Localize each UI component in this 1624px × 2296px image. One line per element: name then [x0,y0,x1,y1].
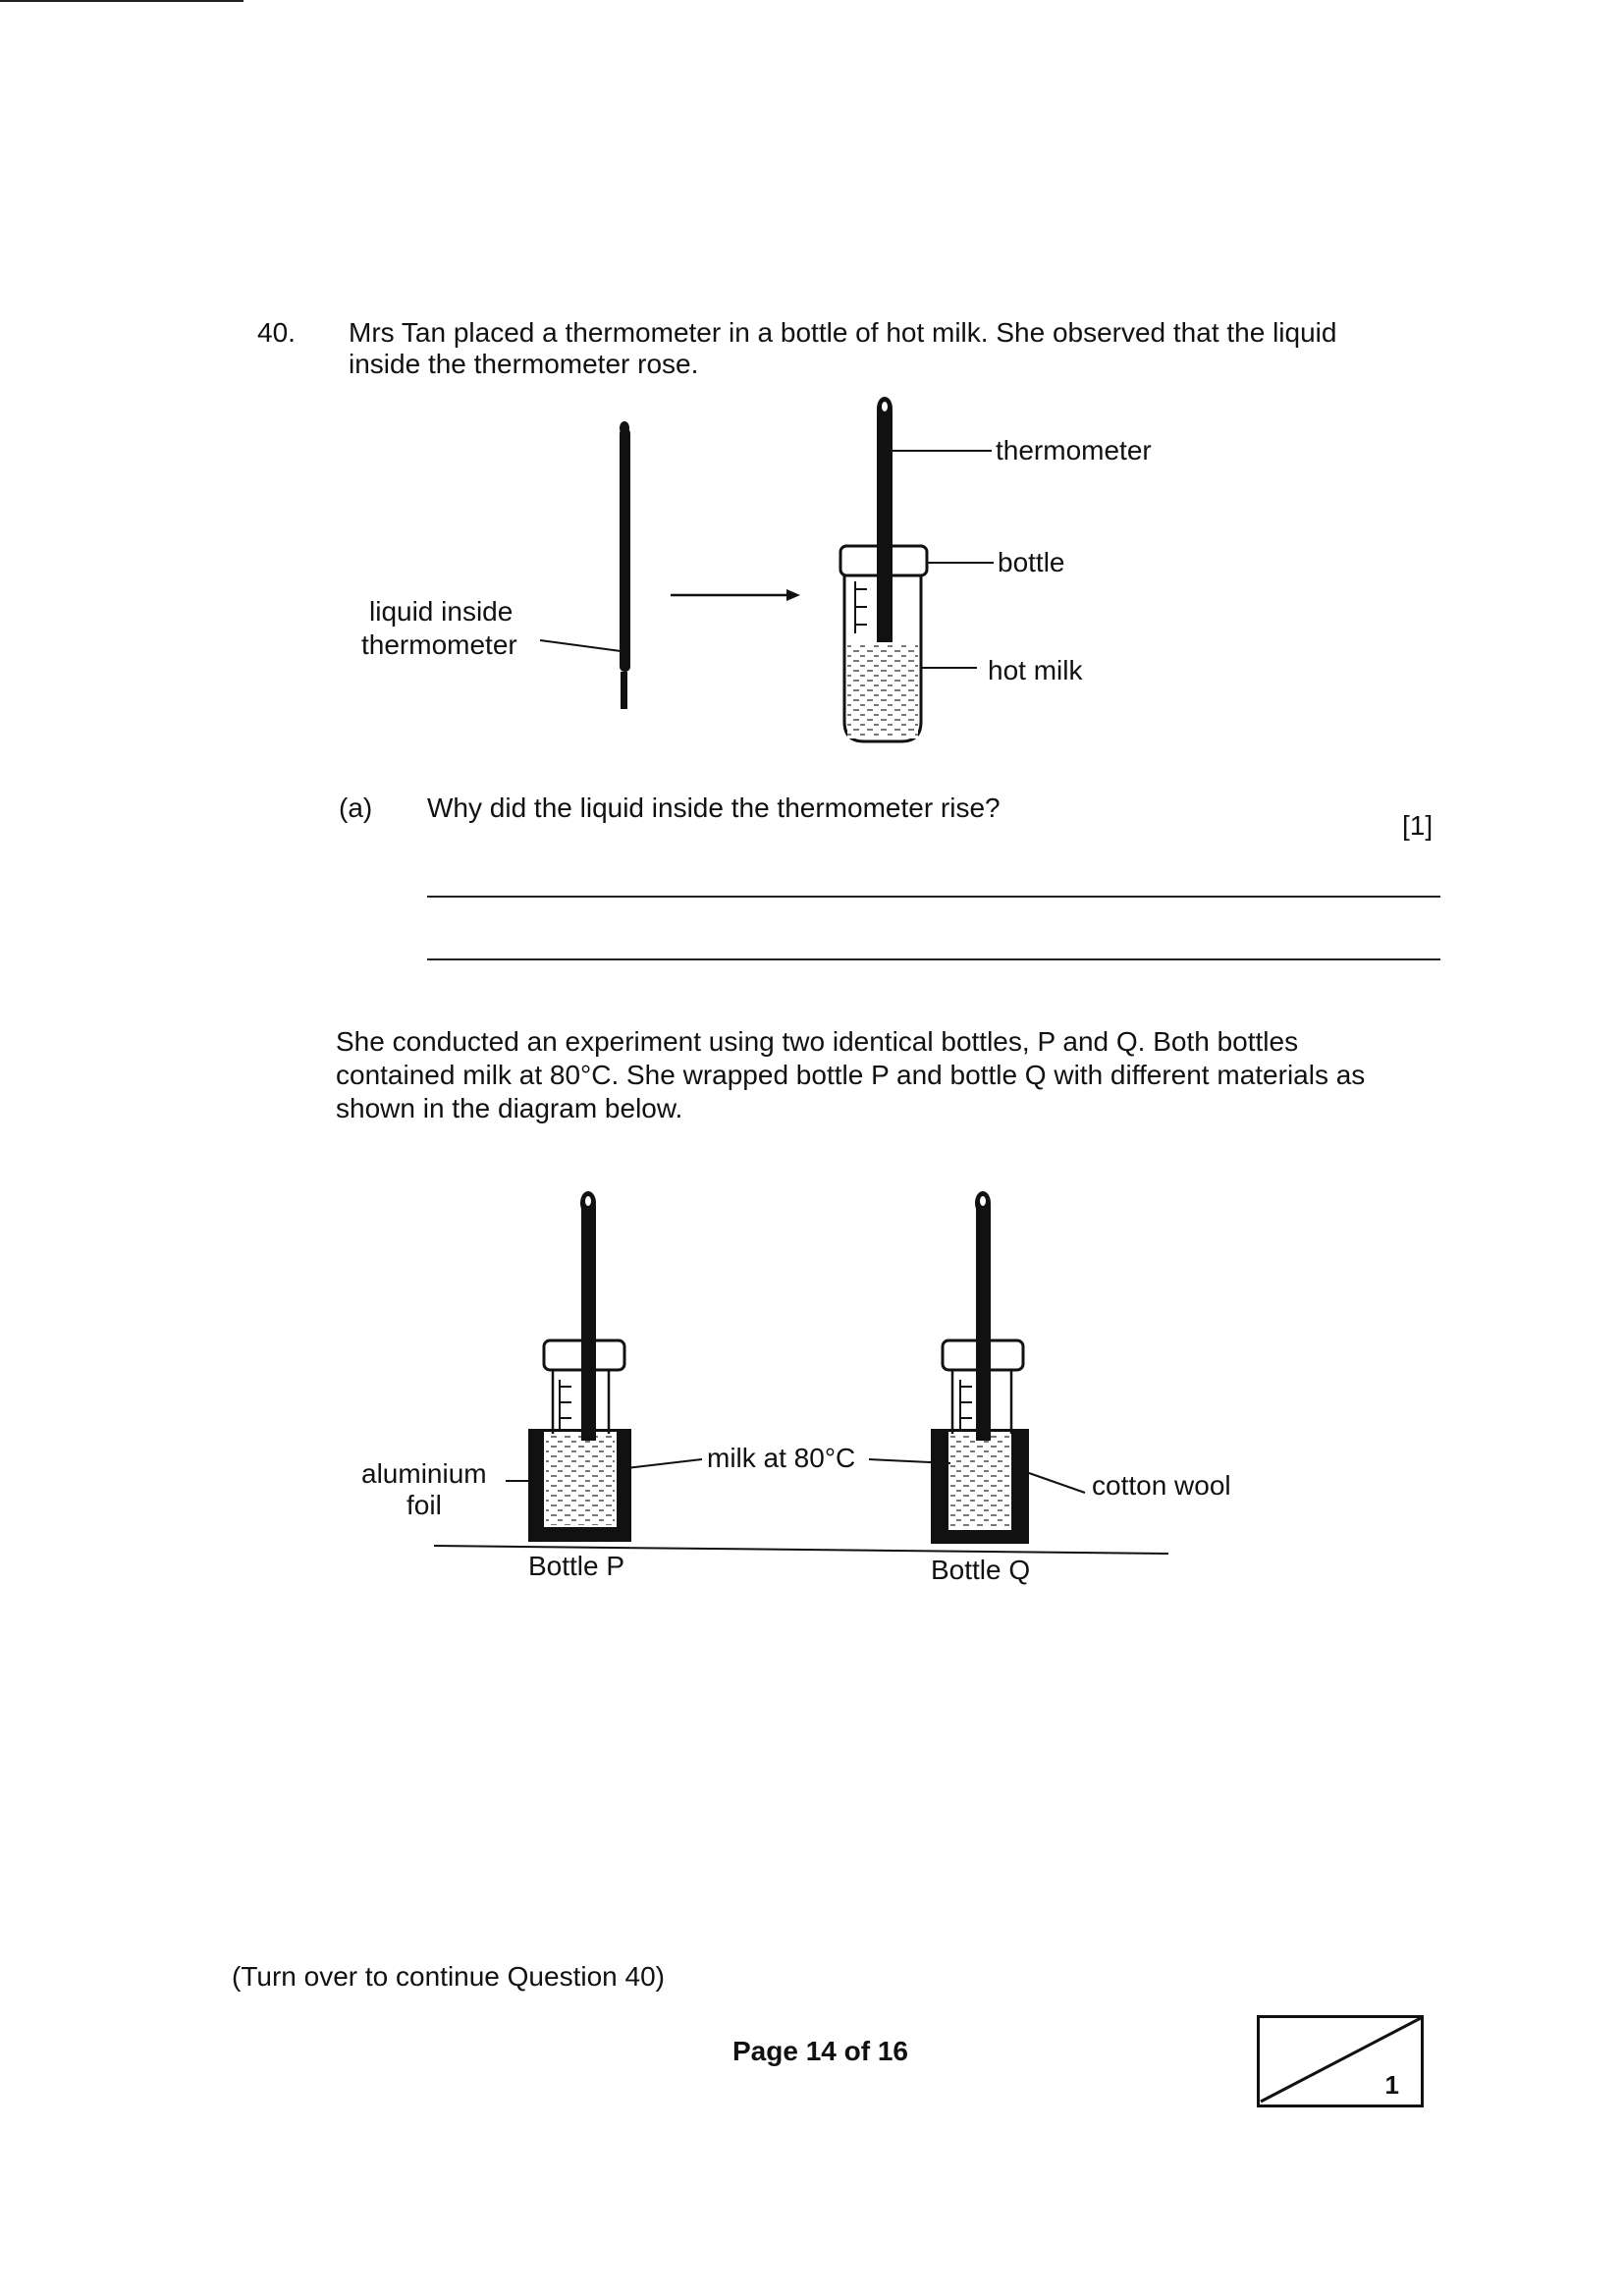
label-foil-line2: foil [406,1490,442,1520]
label-bottle-p: Bottle P [528,1551,625,1581]
part-a-label: (a) [339,793,373,823]
mark-box-value: 1 [1384,2070,1399,2100]
experiment-line3: shown in the diagram below. [336,1093,683,1123]
thermometer-alone [620,421,630,709]
answer-line-1[interactable] [427,896,1440,898]
label-bottle: bottle [998,547,1065,577]
bottle-q-drawing [931,1191,1029,1544]
question-intro-line2: inside the thermometer rose. [349,349,699,379]
page-number: Page 14 of 16 [732,2036,908,2066]
question-intro-line1: Mrs Tan placed a thermometer in a bottle of hot milk. She observed that the liquid [349,317,1337,348]
label-hot-milk: hot milk [988,655,1083,685]
question-number: 40. [257,317,296,348]
turn-over-note: (Turn over to continue Question 40) [232,1961,665,1992]
experiment-line2: contained milk at 80°C. She wrapped bottle P and bottle Q with different materials as [336,1060,1366,1090]
label-bottle-q: Bottle Q [931,1555,1031,1585]
bottle-with-thermometer [840,397,927,741]
label-milk: milk at 80°C [707,1443,856,1473]
label-liquid-line1: liquid inside [369,596,514,627]
label-liquid-line2: thermometer [361,629,517,660]
experiment-line1: She conducted an experiment using two identical bottles, P and Q. Both bottles [336,1026,1299,1057]
bottle-p-drawing [528,1191,631,1542]
label-thermometer: thermometer [996,435,1152,465]
part-a-marks: [1] [1402,810,1434,841]
answer-line-2[interactable] [427,958,1440,960]
mark-box [1257,2015,1424,2107]
part-a-question: Why did the liquid inside the thermometer rise? [427,793,1001,823]
label-cotton-wool: cotton wool [1092,1470,1231,1501]
label-foil-line1: aluminium [361,1458,487,1489]
arrow-icon [671,589,800,601]
liquid-pointer-line [540,640,621,651]
cotton-pointer-line [1029,1473,1085,1493]
